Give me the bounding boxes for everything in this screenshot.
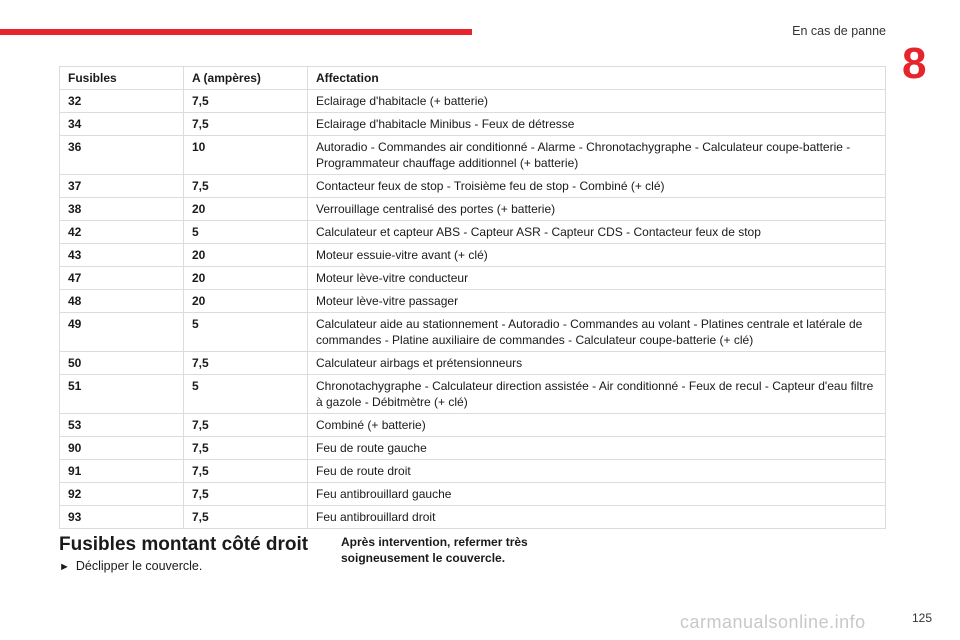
fuse-number: 91 xyxy=(60,460,184,483)
fuse-assignment: Feu antibrouillard gauche xyxy=(308,483,886,506)
table-row xyxy=(60,506,886,529)
fuse-number: 37 xyxy=(60,175,184,198)
table-row xyxy=(60,267,886,290)
arrow-right-icon: ► xyxy=(59,561,70,573)
table-row xyxy=(60,352,886,375)
fuse-assignment: Calculateur airbags et prétensionneurs xyxy=(308,352,886,375)
fuse-amperage: 20 xyxy=(184,198,308,221)
table-header-row xyxy=(60,67,886,90)
fuse-number: 47 xyxy=(60,267,184,290)
fuse-assignment: Calculateur et capteur ABS - Capteur ASR - Capteur CDS - Contacteur feux de stop xyxy=(308,221,886,244)
fuse-amperage: 7,5 xyxy=(184,175,308,198)
fuse-number: 43 xyxy=(60,244,184,267)
fuse-number: 50 xyxy=(60,352,184,375)
fuse-amperage: 7,5 xyxy=(184,352,308,375)
chapter-number: 8 xyxy=(902,39,927,88)
table-row xyxy=(60,90,886,113)
header-fuses: Fusibles xyxy=(60,67,184,90)
table-row xyxy=(60,414,886,437)
instruction-text: Déclipper le couvercle. xyxy=(75,559,203,573)
table-row xyxy=(60,198,886,221)
fuse-amperage: 5 xyxy=(184,313,308,352)
fuse-assignment: Feu de route droit xyxy=(308,460,886,483)
fuse-amperage: 7,5 xyxy=(184,113,308,136)
fuse-amperage: 20 xyxy=(184,267,308,290)
table-row xyxy=(60,313,886,352)
table-row xyxy=(60,290,886,313)
section-title: Fusibles montant côté droit xyxy=(59,534,309,555)
fuse-amperage: 7,5 xyxy=(184,460,308,483)
fuse-assignment: Chronotachygraphe - Calculateur direction assistée - Air conditionné - Feux de recul - Capteur d'eau filtre à gazole - Débitmètre (+ clé) xyxy=(308,375,886,414)
fuse-amperage: 7,5 xyxy=(184,437,308,460)
fuse-amperage: 5 xyxy=(184,375,308,414)
fuse-assignment: Feu de route gauche xyxy=(308,437,886,460)
fuse-assignment: Verrouillage centralisé des portes (+ batterie) xyxy=(308,198,886,221)
page-number: 125 xyxy=(912,611,933,625)
fuse-number: 48 xyxy=(60,290,184,313)
fuse-number: 90 xyxy=(60,437,184,460)
fuse-amperage: 5 xyxy=(184,221,308,244)
fuse-amperage: 20 xyxy=(184,290,308,313)
table-row xyxy=(60,221,886,244)
table-row xyxy=(60,375,886,414)
chapter-accent-bar xyxy=(0,29,472,35)
fuse-amperage: 7,5 xyxy=(184,90,308,113)
fuse-assignment: Combiné (+ batterie) xyxy=(308,414,886,437)
fuse-assignment: Feu antibrouillard droit xyxy=(308,506,886,529)
fuse-number: 51 xyxy=(60,375,184,414)
fuse-assignment: Eclairage d'habitacle (+ batterie) xyxy=(308,90,886,113)
fuse-number: 93 xyxy=(60,506,184,529)
table-row xyxy=(60,460,886,483)
fuse-amperage: 7,5 xyxy=(184,483,308,506)
header-assignment: Affectation xyxy=(308,67,886,90)
fuse-assignment: Contacteur feux de stop - Troisième feu de stop - Combiné (+ clé) xyxy=(308,175,886,198)
note-text: Après intervention, refermer très soigneusement le couvercle. xyxy=(341,535,528,565)
fuse-number: 42 xyxy=(60,221,184,244)
fuse-assignment: Moteur lève-vitre conducteur xyxy=(308,267,886,290)
chapter-title: En cas de panne xyxy=(792,24,886,38)
table-row xyxy=(60,136,886,175)
fuse-number: 36 xyxy=(60,136,184,175)
header-amperes: A (ampères) xyxy=(184,67,308,90)
fuse-amperage: 7,5 xyxy=(184,506,308,529)
fuse-amperage: 10 xyxy=(184,136,308,175)
table-row xyxy=(60,175,886,198)
fuse-assignment: Autoradio - Commandes air conditionné - Alarme - Chronotachygraphe - Calculateur coupe-batterie - Programmateur chauffage additionnel (+ batterie) xyxy=(308,136,886,175)
fuse-number: 32 xyxy=(60,90,184,113)
fuse-assignment: Eclairage d'habitacle Minibus - Feux de détresse xyxy=(308,113,886,136)
fuse-number: 49 xyxy=(60,313,184,352)
watermark: carmanualsonline.info xyxy=(680,612,866,632)
table-row xyxy=(60,244,886,267)
fuse-amperage: 7,5 xyxy=(184,414,308,437)
fuse-table-body xyxy=(60,90,886,529)
fuse-number: 34 xyxy=(60,113,184,136)
table-row xyxy=(60,437,886,460)
fuse-assignment: Calculateur aide au stationnement - Autoradio - Commandes au volant - Platines centrale et latérale de commandes - Platine auxiliaire de commandes - Calculateur coupe-batterie (+ clé) xyxy=(308,313,886,352)
fuse-number: 38 xyxy=(60,198,184,221)
fuse-assignment: Moteur lève-vitre passager xyxy=(308,290,886,313)
instruction xyxy=(59,559,202,573)
table-row xyxy=(60,483,886,506)
table-row xyxy=(60,113,886,136)
fuse-number: 92 xyxy=(60,483,184,506)
fuse-number: 53 xyxy=(60,414,184,437)
fuse-table xyxy=(59,66,886,529)
fuse-assignment: Moteur essuie-vitre avant (+ clé) xyxy=(308,244,886,267)
fuse-amperage: 20 xyxy=(184,244,308,267)
